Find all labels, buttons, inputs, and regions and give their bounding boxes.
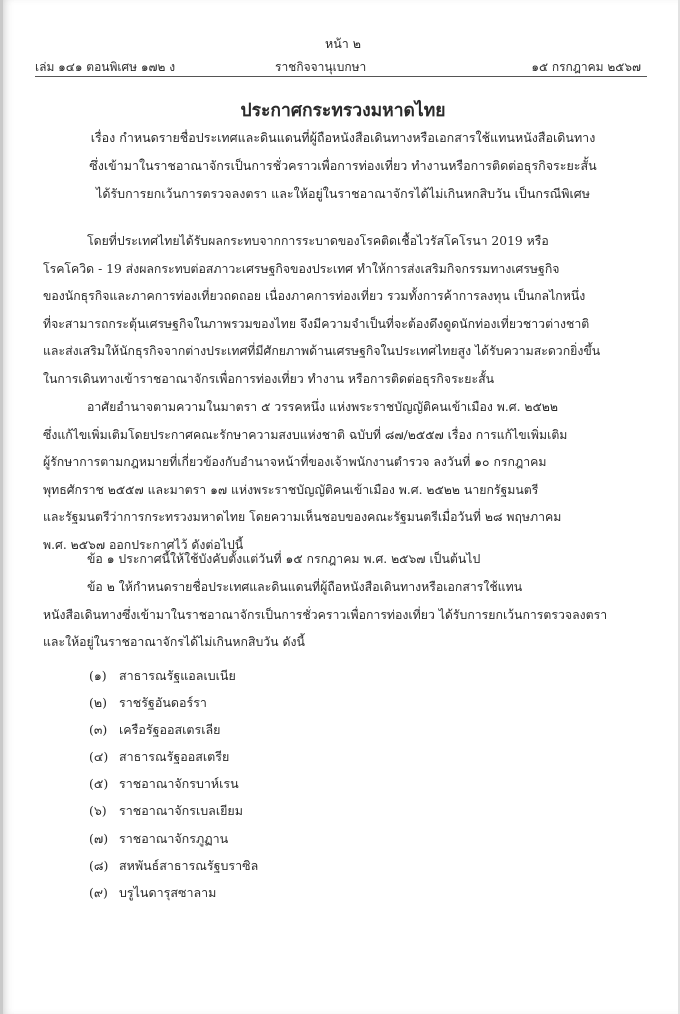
- country-name: สาธารณรัฐแอลเบเนีย: [119, 668, 236, 683]
- country-name: ราชอาณาจักรภูฏาน: [119, 830, 229, 846]
- item-number: (๖): [89, 803, 107, 819]
- item-number: (๑): [89, 668, 107, 683]
- country-name: เครือรัฐออสเตรเลีย: [119, 722, 221, 738]
- item-number: (๕): [89, 776, 109, 792]
- item-number: (๙): [89, 884, 108, 900]
- announcement-subject: [43, 124, 643, 208]
- list-item: [89, 689, 258, 716]
- paragraph-line: ข้อ ๒ ให้กำหนดรายชื่อประเทศและดินแดนที่ผู้ถือหนังสือเดินทางหรือเอกสารใช้แทน: [87, 580, 523, 594]
- item-number: (๓): [89, 722, 108, 738]
- publication-date: ๑๕ กรกฎาคม ๒๕๖๗: [531, 60, 641, 74]
- country-name: ราชอาณาจักรบาห์เรน: [119, 776, 239, 792]
- item-number: (๒): [89, 695, 107, 711]
- item-number: (๔): [89, 749, 109, 765]
- country-name: ราชรัฐอันดอร์รา: [119, 695, 207, 711]
- paragraph-line: พุทธศักราช ๒๕๕๗ และมาตรา ๑๗ แห่งพระราชบัญญัติคนเข้าเมือง พ.ศ. ๒๕๒๒ นายกรัฐมนตรี: [43, 482, 539, 497]
- country-name: สาธารณรัฐออสเตรีย: [119, 749, 230, 765]
- paragraph-line: ผู้รักษาการตามกฎหมายที่เกี่ยวข้องกับอำนาจหน้าที่ของเจ้าพนักงานตำรวจ ลงวันที่ ๑๐ กรกฎาคม: [43, 455, 547, 470]
- paragraph-line: พ.ศ. ๒๕๖๗ ออกประกาศไว้ ดังต่อไปนี้: [43, 537, 244, 552]
- list-item: [89, 825, 258, 852]
- list-item: [89, 852, 258, 879]
- country-list: [89, 662, 258, 906]
- paragraph-line: ของนักธุรกิจและภาคการท่องเที่ยวถดถอย เนื่องภาคการท่องเที่ยว รวมทั้งการค้าการลงทุน เป็นกลไกหนึ่ง: [43, 289, 586, 304]
- list-item: [89, 770, 258, 797]
- paragraph-line: ข้อ ๑ ประกาศนี้ให้ใช้บังคับตั้งแต่วันที่ ๑๕ กรกฎาคม พ.ศ. ๒๕๖๗ เป็นต้นไป: [87, 552, 481, 566]
- paragraph-line: โดยที่ประเทศไทยได้รับผลกระทบจากการระบาดของโรคติดเชื้อไวรัสโคโรนา 2019 หรือ: [87, 234, 549, 248]
- list-item: [89, 716, 258, 743]
- clause-1: [43, 546, 643, 574]
- paragraph-line: และให้อยู่ในราชอาณาจักรได้ไม่เกินหกสิบวัน ดังนี้: [43, 635, 305, 650]
- paragraph-line: โรคโควิด - 19 ส่งผลกระทบต่อสภาวะเศรษฐกิจของประเทศ ทำให้การส่งเสริมกิจกรรมทางเศรษฐกิจ: [43, 261, 560, 276]
- gazette-header: [35, 56, 647, 77]
- item-number: (๘): [89, 857, 109, 873]
- list-item: [89, 797, 258, 824]
- list-item: [89, 879, 258, 906]
- gazette-name: ราชกิจจานุเบกษา: [275, 60, 367, 74]
- authority-paragraph: [43, 394, 643, 560]
- country-name: สหพันธ์สาธารณรัฐบราซิล: [119, 857, 259, 873]
- volume-info: เล่ม ๑๔๑ ตอนพิเศษ ๑๗๒ ง: [35, 60, 176, 74]
- paragraph-line: อาศัยอำนาจตามความในมาตรา ๕ วรรคหนึ่ง แห่งพระราชบัญญัติคนเข้าเมือง พ.ศ. ๒๕๒๒: [87, 400, 559, 414]
- paragraph-line: ซึ่งแก้ไขเพิ่มเติมโดยประกาศคณะรักษาความสงบแห่งชาติ ฉบับที่ ๘๗/๒๕๕๗ เรื่อง การแก้ไขเพิ่มเติม: [43, 427, 568, 442]
- announcement-title: ประกาศกระทรวงมหาดไทย: [240, 101, 446, 121]
- subject-line: ได้รับการยกเว้นการตรวจลงตรา และให้อยู่ในราชอาณาจักรได้ไม่เกินหกสิบวัน เป็นกรณีพิเศษ: [96, 186, 590, 201]
- paragraph-line: และรัฐมนตรีว่าการกระทรวงมหาดไทย โดยความเห็นชอบของคณะรัฐมนตรีเมื่อวันที่ ๒๘ พฤษภาคม: [43, 510, 562, 525]
- subject-line: เรื่อง กำหนดรายชื่อประเทศและดินแดนที่ผู้ถือหนังสือเดินทางหรือเอกสารใช้แทนหนังสือเดินทาง: [90, 130, 596, 145]
- list-item: [89, 743, 258, 770]
- item-number: (๗): [89, 830, 109, 846]
- paragraph-line: ที่จะสามารถกระตุ้นเศรษฐกิจในภาพรวมของไทย จึงมีความจำเป็นที่จะต้องดึงดูดนักท่องเที่ยวชาวต่างชาติ: [43, 316, 590, 331]
- subject-line: ซึ่งเข้ามาในราชอาณาจักรเป็นการชั่วคราวเพื่อการท่องเที่ยว ทำงานหรือการติดต่อธุรกิจระยะสั้น: [89, 158, 597, 173]
- preamble-paragraph: [43, 228, 643, 394]
- country-name: ราชอาณาจักรเบลเยียม: [119, 803, 243, 819]
- clause-2: [43, 574, 643, 657]
- page-number: หน้า ๒: [324, 36, 362, 51]
- paragraph-line: ในการเดินทางเข้าราชอาณาจักรเพื่อการท่องเที่ยว ทำงาน หรือการติดต่อธุรกิจระยะสั้น: [43, 371, 494, 386]
- list-item: [89, 662, 258, 689]
- country-name: บรูไนดารุสซาลาม: [119, 884, 217, 900]
- paragraph-line: หนังสือเดินทางซึ่งเข้ามาในราชอาณาจักรเป็นการชั่วคราวเพื่อการท่องเที่ยว ได้รับการยกเว้นการตรวจลงตรา: [43, 607, 608, 622]
- paragraph-line: และส่งเสริมให้นักธุรกิจจากต่างประเทศที่มีศักยภาพด้านเศรษฐกิจในประเทศไทยสูง ได้รับความสะดวกยิ่งขึ้น: [43, 344, 601, 359]
